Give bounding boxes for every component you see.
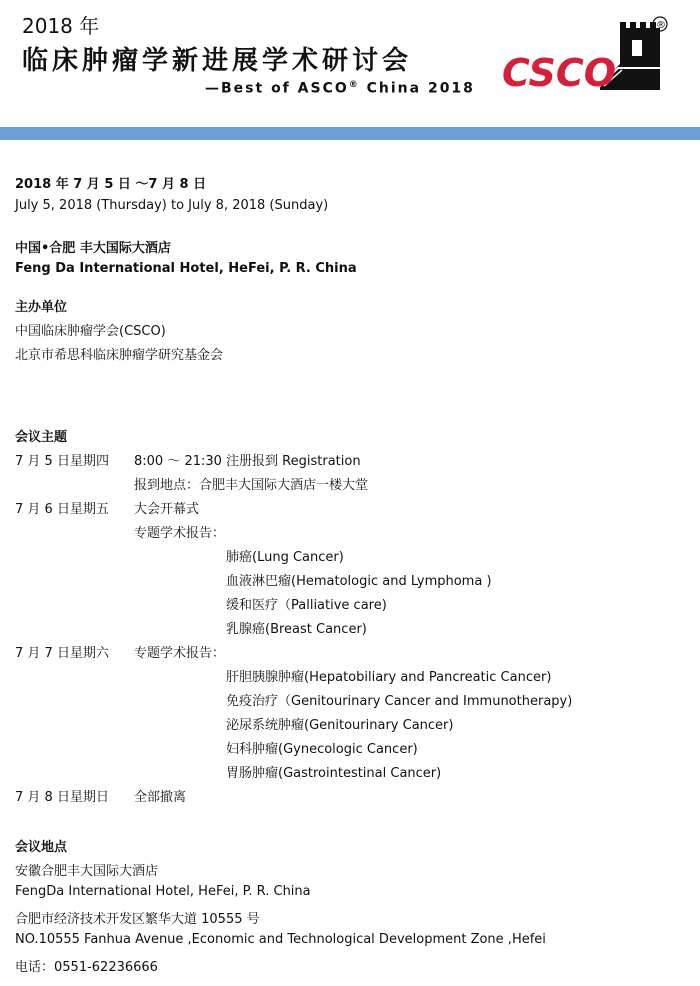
logo-registered-mark: ®	[656, 20, 666, 31]
agenda-topic: 胃肠肿瘤(Gastrointestinal Cancer)	[226, 766, 442, 781]
location-line: NO.10555 Fanhua Avenue ,Economic and Technological Development Zone ,Hefei	[15, 932, 546, 947]
agenda-topic: 肝胆胰腺肿瘤(Hepatobiliary and Pancreatic Cancer)	[226, 670, 552, 685]
agenda-registration: 8:00 ～ 21:30 注册报到 Registration	[134, 454, 361, 469]
venue-en: Feng Da International Hotel, HeFei, P. R. China	[15, 261, 357, 276]
location-line: FengDa International Hotel, HeFei, P. R. China	[15, 884, 311, 899]
agenda-topic: 免疫治疗（Genitourinary Cancer and Immunotherapy)	[226, 694, 573, 709]
agenda-departure: 全部撤离	[134, 790, 187, 805]
venue-cn: 中国•合肥 丰大国际大酒店	[15, 241, 171, 256]
agenda-opening-ceremony: 大会开幕式	[134, 502, 200, 517]
date-en: July 5, 2018 (Thursday) to July 8, 2018 (Sunday)	[15, 198, 329, 213]
agenda-day-label: 7 月 7 日星期六	[15, 646, 109, 661]
logo-wordmark: CSCO	[502, 51, 617, 95]
organizer-item: 北京市希思科临床肿瘤学研究基金会	[15, 348, 224, 363]
location-phone: 电话：0551-62236666	[15, 960, 158, 975]
location-line: 合肥市经济技术开发区繁华大道 10555 号	[15, 912, 260, 927]
subtitle-suffix: China 2018	[359, 80, 475, 97]
subtitle-registered-mark: ®	[348, 80, 360, 90]
agenda-topic: 血液淋巴瘤(Hematologic and Lymphoma )	[226, 574, 492, 589]
agenda-day-label: 7 月 8 日星期日	[15, 790, 109, 805]
agenda-day-label: 7 月 5 日星期四	[15, 454, 109, 469]
agenda-sessions-heading: 专题学术报告：	[134, 646, 226, 661]
subtitle-prefix: —Best of ASCO	[205, 80, 349, 97]
agenda-sessions-heading: 专题学术报告：	[134, 526, 226, 541]
header-year: 2018 年	[22, 14, 100, 38]
conference-subtitle	[205, 80, 475, 97]
agenda-topic: 泌尿系统肿瘤(Genitourinary Cancer)	[226, 718, 454, 733]
date-cn: 2018 年 7 月 5 日 ～7 月 8 日	[15, 177, 207, 192]
organizers-heading: 主办单位	[15, 300, 68, 315]
location-heading: 会议地点	[15, 840, 68, 855]
location-line: 安徽合肥丰大国际大酒店	[15, 864, 159, 879]
header-band	[0, 127, 700, 140]
page-header	[0, 0, 700, 128]
organizer-item: 中国临床肿瘤学会(CSCO)	[15, 324, 166, 339]
agenda-topic: 妇科肿瘤(Gynecologic Cancer)	[226, 742, 418, 757]
agenda-topic: 肺癌(Lung Cancer)	[226, 550, 344, 565]
agenda-registration-location: 报到地点：合肥丰大国际大酒店一楼大堂	[134, 478, 369, 493]
agenda-topic: 乳腺癌(Breast Cancer)	[226, 622, 367, 637]
csco-logo	[500, 14, 672, 100]
conference-title: 临床肿瘤学新进展学术研讨会	[22, 46, 413, 76]
agenda-heading: 会议主题	[15, 430, 68, 445]
agenda-topic: 缓和医疗（Palliative care)	[226, 598, 387, 613]
agenda-day-label: 7 月 6 日星期五	[15, 502, 109, 517]
